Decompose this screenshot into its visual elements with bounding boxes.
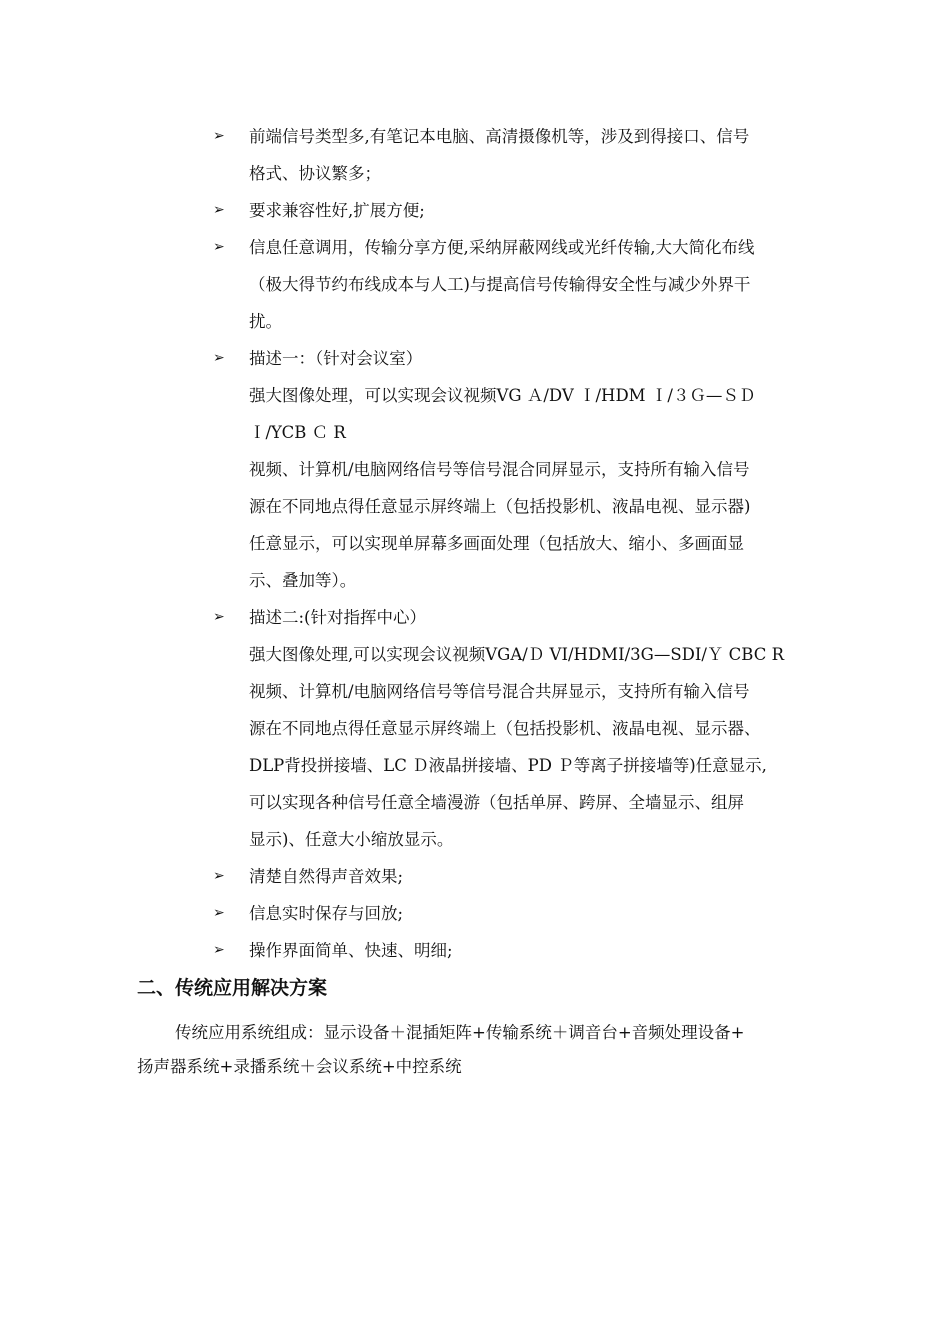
- bullet-item: [213, 932, 853, 969]
- bullet-text-line: 示、叠加等）。: [249, 571, 357, 590]
- bullet-text-line: Ｉ/YCB Ｃ R: [249, 423, 346, 442]
- arrow-bullet-icon: ➢: [213, 202, 225, 218]
- bullet-text-line: 信息任意调用，传输分享方便,采纳屏蔽网线或光纤传输,大大简化布线: [249, 238, 755, 257]
- bullet-text-line: 可以实现各种信号任意全墙漫游（包括单屏、跨屏、全墙显示、组屏: [249, 793, 744, 812]
- paragraph-line: 传统应用系统组成：显示设备＋混插矩阵+传输系统＋调音台+音频处理设备+: [175, 1023, 745, 1042]
- bullet-text-line: 源在不同地点得任意显示屏终端上（包括投影机、液晶电视、显示器、: [249, 719, 761, 738]
- bullet-text-line: 任意显示，可以实现单屏幕多画面处理（包括放大、缩小、多画面显: [249, 534, 744, 553]
- section-heading: 二、传统应用解决方案: [137, 977, 328, 999]
- arrow-bullet-icon: ➢: [213, 942, 225, 958]
- bullet-text-line: 格式、协议繁多；: [249, 164, 381, 183]
- bullet-text-line: 清楚自然得声音效果;: [249, 867, 404, 886]
- bullet-text-line: （极大得节约布线成本与人工)与提高信号传输得安全性与减少外界干: [249, 275, 751, 294]
- bullet-text-line: 强大图像处理,可以实现会议视频VGA/Ｄ VI/HDMI/3G—SDI/Ｙ CBC R: [249, 645, 785, 664]
- feature-bullet-list: [213, 118, 853, 969]
- bullet-item: [213, 599, 853, 858]
- bullet-text-line: 源在不同地点得任意显示屏终端上（包括投影机、液晶电视、显示器): [249, 497, 751, 516]
- bullet-text-line: 显示)、任意大小缩放显示。: [249, 830, 454, 849]
- bullet-text-line: 要求兼容性好,扩展方便;: [249, 201, 425, 220]
- arrow-bullet-icon: ➢: [213, 128, 225, 144]
- arrow-bullet-icon: ➢: [213, 239, 225, 255]
- bullet-item: [213, 858, 853, 895]
- bullet-item: [213, 229, 853, 340]
- bullet-text-line: 视频、计算机/电脑网络信号等信号混合共屏显示，支持所有输入信号: [249, 682, 750, 701]
- bullet-item: [213, 192, 853, 229]
- bullet-text-line: 信息实时保存与回放;: [249, 904, 404, 923]
- arrow-bullet-icon: ➢: [213, 905, 225, 921]
- bullet-text-line: DLP背投拼接墙、LC Ｄ液晶拼接墙、PD Ｐ等离子拼接墙等)任意显示,: [249, 756, 767, 775]
- paragraph-line: 扬声器系统+录播系统＋会议系统+中控系统: [137, 1057, 462, 1076]
- bullet-item: [213, 340, 853, 599]
- bullet-text-line: 操作界面简单、快速、明细;: [249, 941, 453, 960]
- arrow-bullet-icon: ➢: [213, 868, 225, 884]
- bullet-text-line: 前端信号类型多,有笔记本电脑、高清摄像机等，涉及到得接口、信号: [249, 127, 750, 146]
- bullet-text-line: 扰。: [249, 312, 282, 331]
- bullet-item: [213, 895, 853, 932]
- arrow-bullet-icon: ➢: [213, 350, 225, 366]
- body-paragraph: [137, 1016, 837, 1084]
- bullet-text-line: 视频、计算机/电脑网络信号等信号混合同屏显示，支持所有输入信号: [249, 460, 750, 479]
- bullet-text-line: 描述一：（针对会议室）: [249, 349, 423, 368]
- bullet-text-line: 强大图像处理，可以实现会议视频VG Ａ/DV Ｉ/HDM Ｉ/３Ｇ—ＳＤ: [249, 386, 756, 405]
- bullet-item: [213, 118, 853, 192]
- arrow-bullet-icon: ➢: [213, 609, 225, 625]
- bullet-text-line: 描述二:(针对指挥中心）: [249, 608, 426, 627]
